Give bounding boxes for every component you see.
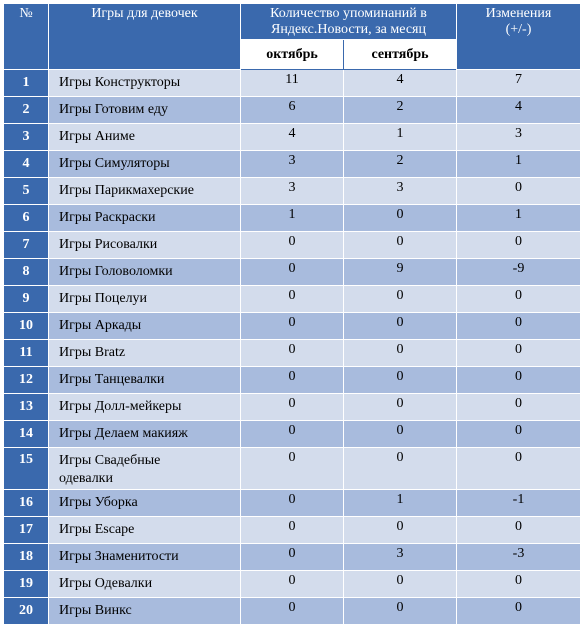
table-row xyxy=(4,205,581,232)
table-row xyxy=(4,97,581,124)
change-value: -9 xyxy=(457,259,581,286)
change-value: 0 xyxy=(457,232,581,259)
game-name: Игры Уборка xyxy=(49,490,241,517)
table-row xyxy=(4,394,581,421)
table-row xyxy=(4,178,581,205)
october-count: 4 xyxy=(241,124,344,151)
change-value: 4 xyxy=(457,97,581,124)
header-change-line1: Изменения xyxy=(485,6,552,21)
table-row xyxy=(4,571,581,598)
table-row xyxy=(4,490,581,517)
row-number: 9 xyxy=(4,286,49,313)
change-value: 1 xyxy=(457,205,581,232)
change-value: 3 xyxy=(457,124,581,151)
change-value: 0 xyxy=(457,394,581,421)
october-count: 0 xyxy=(241,544,344,571)
header-games: Игры для девочек xyxy=(49,4,241,70)
table-row xyxy=(4,259,581,286)
game-name: Игры Bratz xyxy=(49,340,241,367)
table-row xyxy=(4,313,581,340)
row-number: 15 xyxy=(4,448,49,490)
game-name: Игры Раскраски xyxy=(49,205,241,232)
row-number: 11 xyxy=(4,340,49,367)
change-value: 0 xyxy=(457,340,581,367)
game-name xyxy=(49,448,241,490)
game-name: Игры Аркады xyxy=(49,313,241,340)
header-october: октябрь xyxy=(241,40,344,70)
september-count: 3 xyxy=(344,178,457,205)
header-number: № xyxy=(4,4,49,70)
game-name: Игры Поцелуи xyxy=(49,286,241,313)
table-row xyxy=(4,286,581,313)
table-row xyxy=(4,340,581,367)
row-number: 8 xyxy=(4,259,49,286)
game-name-line1: Игры Свадебные xyxy=(59,453,161,468)
row-number: 4 xyxy=(4,151,49,178)
change-value: 0 xyxy=(457,448,581,490)
game-name: Игры Escape xyxy=(49,517,241,544)
october-count: 3 xyxy=(241,178,344,205)
september-count: 0 xyxy=(344,394,457,421)
september-count: 0 xyxy=(344,517,457,544)
october-count: 0 xyxy=(241,598,344,625)
game-name: Игры Одевалки xyxy=(49,571,241,598)
september-count: 4 xyxy=(344,70,457,97)
row-number: 14 xyxy=(4,421,49,448)
game-name-line2: одевалки xyxy=(59,471,113,486)
september-count: 2 xyxy=(344,97,457,124)
game-name: Игры Делаем макияж xyxy=(49,421,241,448)
game-name: Игры Симуляторы xyxy=(49,151,241,178)
october-count: 0 xyxy=(241,286,344,313)
september-count: 0 xyxy=(344,205,457,232)
change-value: 0 xyxy=(457,571,581,598)
september-count: 0 xyxy=(344,448,457,490)
header-september: сентябрь xyxy=(344,40,457,70)
table-row xyxy=(4,367,581,394)
october-count: 0 xyxy=(241,517,344,544)
september-count: 0 xyxy=(344,232,457,259)
table-row xyxy=(4,151,581,178)
row-number: 7 xyxy=(4,232,49,259)
september-count: 2 xyxy=(344,151,457,178)
october-count: 0 xyxy=(241,367,344,394)
change-value: -1 xyxy=(457,490,581,517)
october-count: 11 xyxy=(241,70,344,97)
change-value: -3 xyxy=(457,544,581,571)
september-count: 0 xyxy=(344,286,457,313)
row-number: 16 xyxy=(4,490,49,517)
table-row xyxy=(4,232,581,259)
row-number: 13 xyxy=(4,394,49,421)
october-count: 0 xyxy=(241,340,344,367)
game-name: Игры Знаменитости xyxy=(49,544,241,571)
row-number: 20 xyxy=(4,598,49,625)
october-count: 0 xyxy=(241,448,344,490)
table-row xyxy=(4,448,581,490)
table-row xyxy=(4,124,581,151)
change-value: 7 xyxy=(457,70,581,97)
october-count: 0 xyxy=(241,421,344,448)
row-number: 6 xyxy=(4,205,49,232)
game-name: Игры Долл-мейкеры xyxy=(49,394,241,421)
change-value: 0 xyxy=(457,313,581,340)
october-count: 0 xyxy=(241,571,344,598)
september-count: 0 xyxy=(344,313,457,340)
game-name: Игры Рисовалки xyxy=(49,232,241,259)
october-count: 1 xyxy=(241,205,344,232)
row-number: 19 xyxy=(4,571,49,598)
row-number: 17 xyxy=(4,517,49,544)
table-row xyxy=(4,421,581,448)
september-count: 0 xyxy=(344,421,457,448)
table-row xyxy=(4,544,581,571)
october-count: 3 xyxy=(241,151,344,178)
september-count: 0 xyxy=(344,367,457,394)
table-row xyxy=(4,598,581,625)
change-value: 0 xyxy=(457,286,581,313)
game-name: Игры Готовим еду xyxy=(49,97,241,124)
change-value: 1 xyxy=(457,151,581,178)
october-count: 6 xyxy=(241,97,344,124)
game-name: Игры Конструкторы xyxy=(49,70,241,97)
header-change-line2: (+/-) xyxy=(505,22,532,37)
table-container xyxy=(3,3,581,625)
october-count: 0 xyxy=(241,490,344,517)
header-mentions: Количество упоминаний в Яндекс.Новости, за месяц xyxy=(241,4,457,40)
change-value: 0 xyxy=(457,517,581,544)
row-number: 12 xyxy=(4,367,49,394)
september-count: 1 xyxy=(344,124,457,151)
change-value: 0 xyxy=(457,598,581,625)
header-change xyxy=(457,4,581,70)
row-number: 2 xyxy=(4,97,49,124)
game-name: Игры Головоломки xyxy=(49,259,241,286)
table-body xyxy=(4,70,581,625)
game-name: Игры Винкс xyxy=(49,598,241,625)
row-number: 10 xyxy=(4,313,49,340)
change-value: 0 xyxy=(457,178,581,205)
change-value: 0 xyxy=(457,367,581,394)
september-count: 3 xyxy=(344,544,457,571)
september-count: 9 xyxy=(344,259,457,286)
october-count: 0 xyxy=(241,259,344,286)
row-number: 5 xyxy=(4,178,49,205)
game-name: Игры Аниме xyxy=(49,124,241,151)
change-value: 0 xyxy=(457,421,581,448)
table-row xyxy=(4,517,581,544)
game-name: Игры Парикмахерские xyxy=(49,178,241,205)
september-count: 0 xyxy=(344,340,457,367)
october-count: 0 xyxy=(241,232,344,259)
row-number: 18 xyxy=(4,544,49,571)
october-count: 0 xyxy=(241,394,344,421)
game-name: Игры Танцевалки xyxy=(49,367,241,394)
october-count: 0 xyxy=(241,313,344,340)
september-count: 0 xyxy=(344,571,457,598)
september-count: 1 xyxy=(344,490,457,517)
september-count: 0 xyxy=(344,598,457,625)
row-number: 1 xyxy=(4,70,49,97)
ranking-table xyxy=(3,3,581,625)
table-row xyxy=(4,70,581,97)
row-number: 3 xyxy=(4,124,49,151)
